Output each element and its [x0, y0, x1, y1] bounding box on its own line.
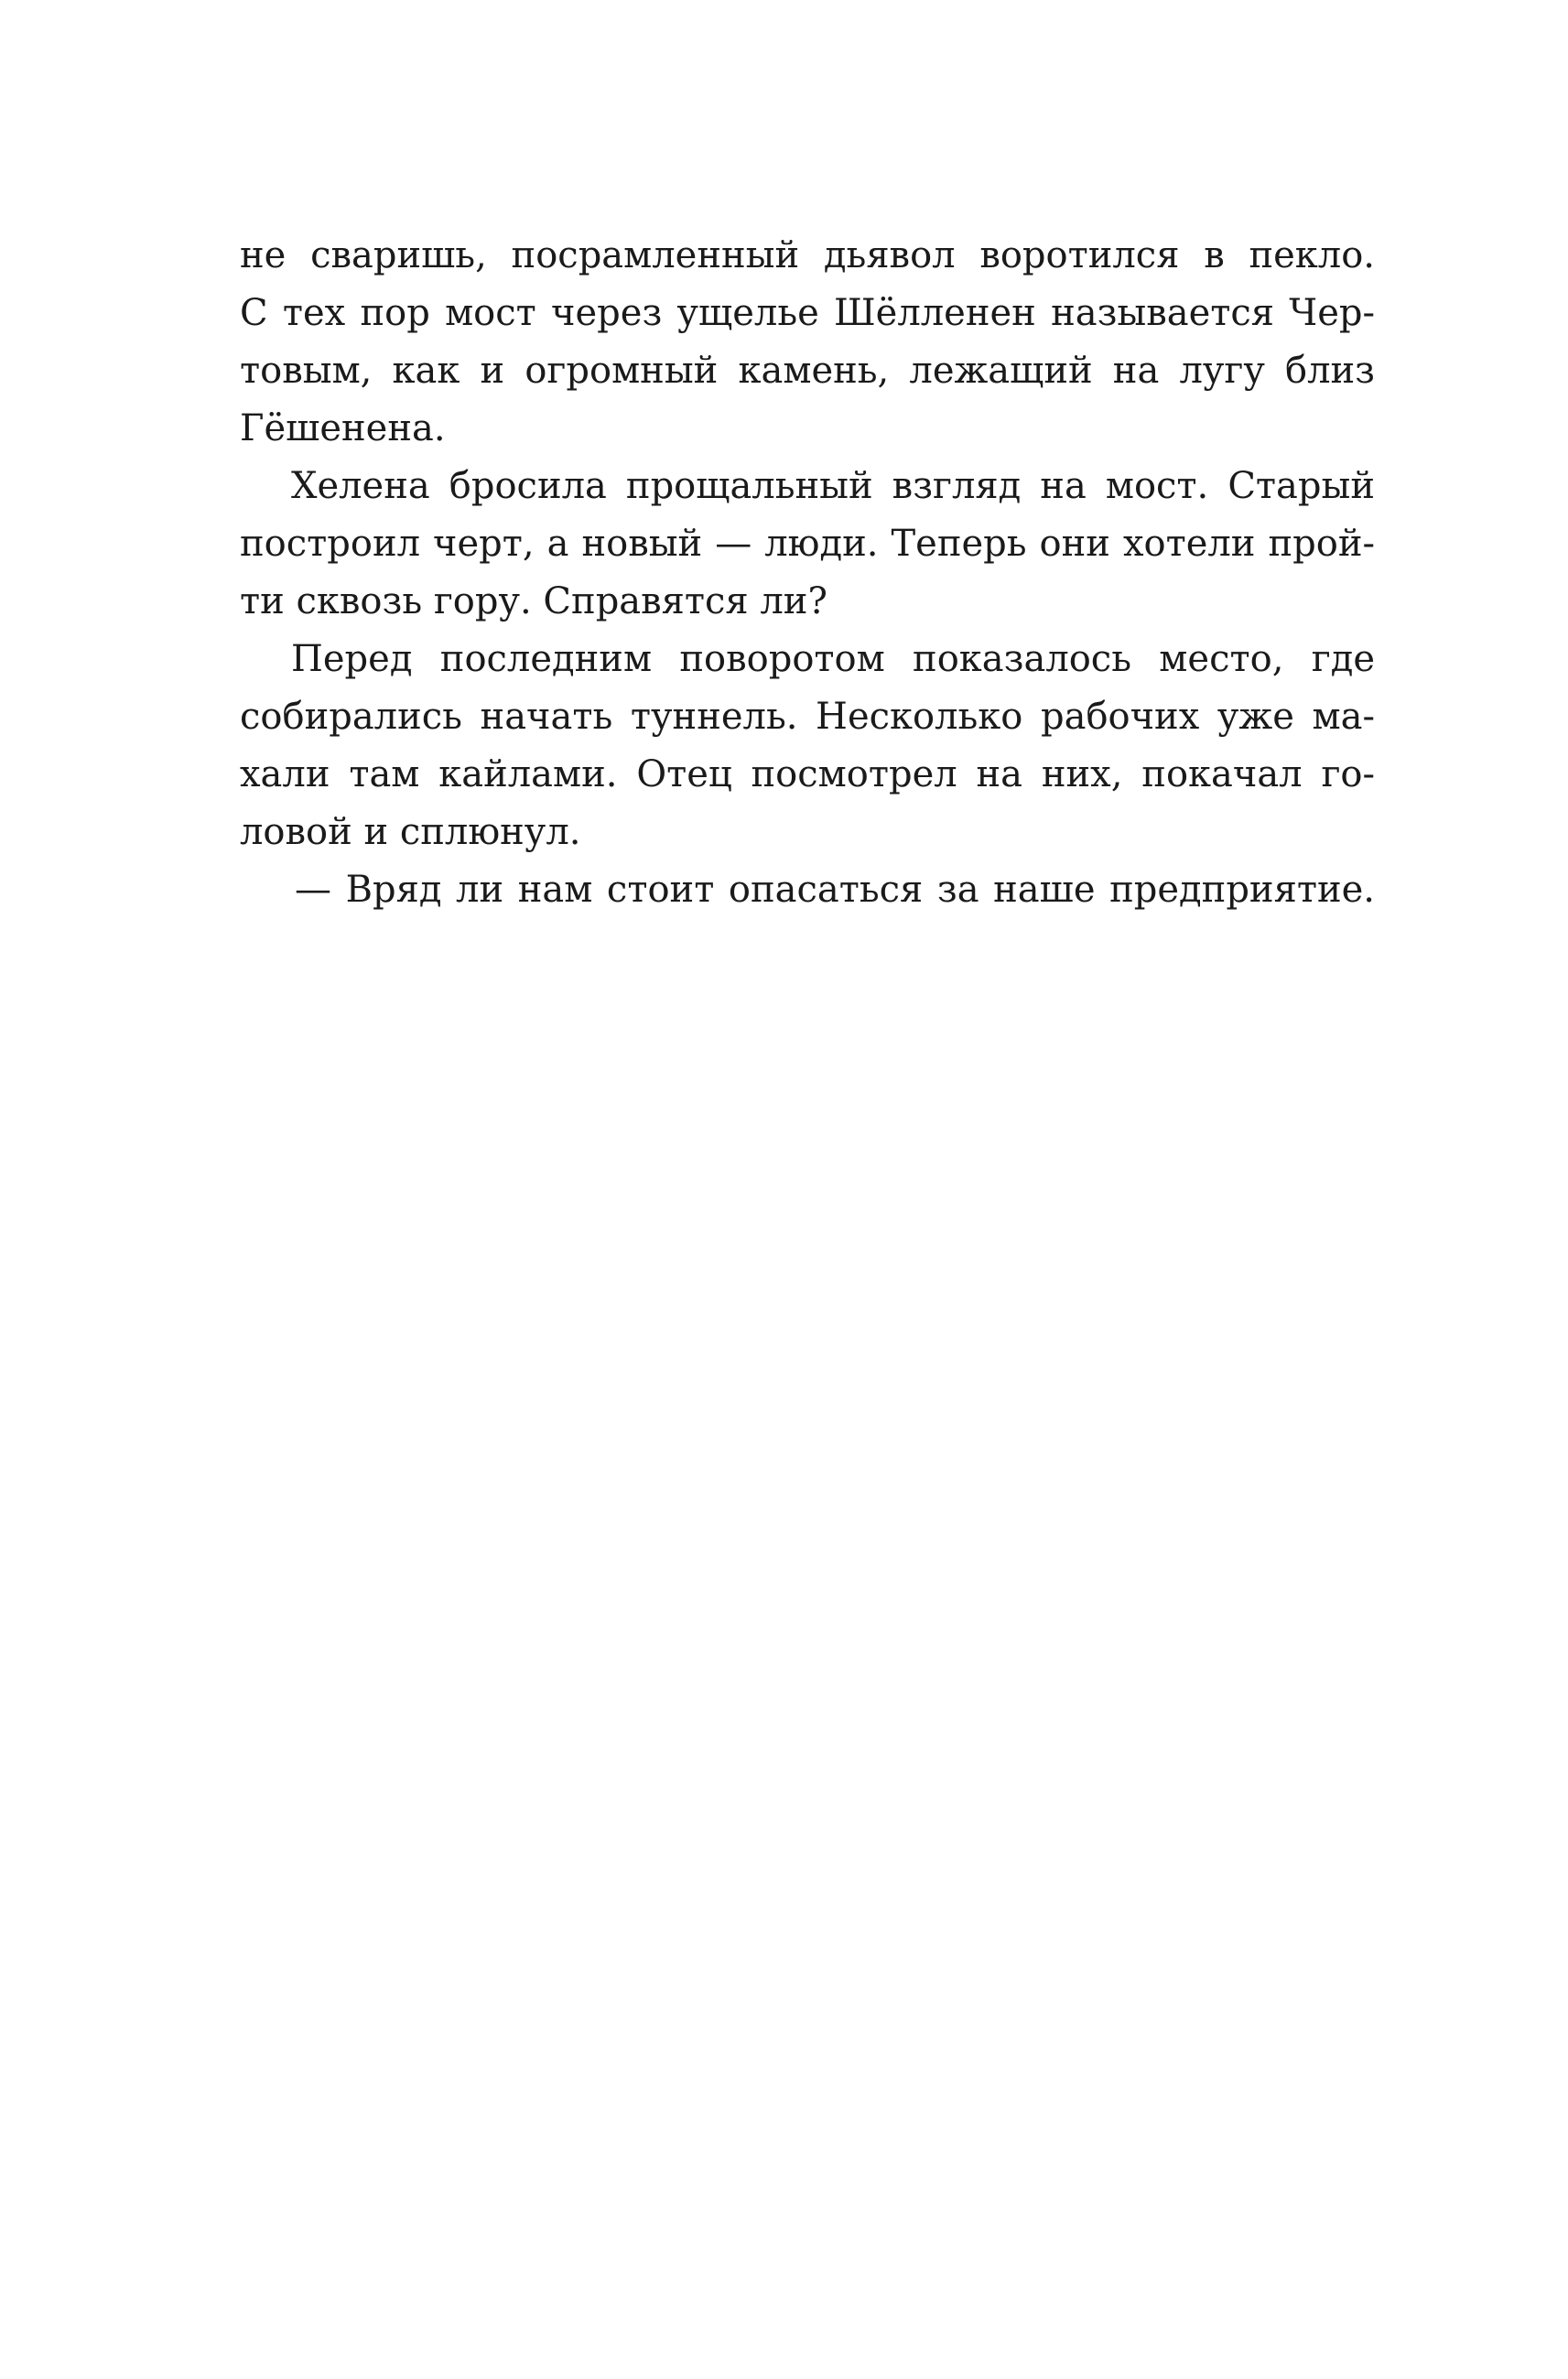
text-line: собирались начать туннель. Несколько рабочих уже ма- — [240, 696, 1375, 738]
text-line: ти сквозь гору. Справятся ли? — [240, 580, 827, 622]
text-line: не сваришь, посрамленный дьявол воротился в пекло. — [240, 234, 1375, 276]
paragraph-dialogue — [240, 861, 1375, 919]
text-line: хали там кайлами. Отец посмотрел на них, покачал го- — [240, 753, 1375, 795]
text-line: Перед последним поворотом показалось место, где — [291, 638, 1375, 680]
body-text — [240, 227, 1375, 919]
text-line: Гёшенена. — [240, 407, 446, 449]
text-line: ловой и сплюнул. — [240, 811, 581, 853]
paragraph-continuation — [240, 227, 1375, 458]
text-line: С тех пор мост через ущелье Шёлленен называется Чер- — [240, 292, 1375, 334]
paragraph-tunnel — [240, 631, 1375, 861]
text-line: товым, как и огромный камень, лежащий на лугу близ — [240, 350, 1375, 392]
paragraph-helena — [240, 458, 1375, 631]
text-line: Хелена бросила прощальный взгляд на мост. Старый — [291, 465, 1375, 507]
text-line: построил черт, а новый — люди. Теперь они хотели прой- — [240, 523, 1375, 565]
dialogue-line: — Вряд ли нам стоит опасаться за наше предприятие. — [295, 869, 1375, 911]
